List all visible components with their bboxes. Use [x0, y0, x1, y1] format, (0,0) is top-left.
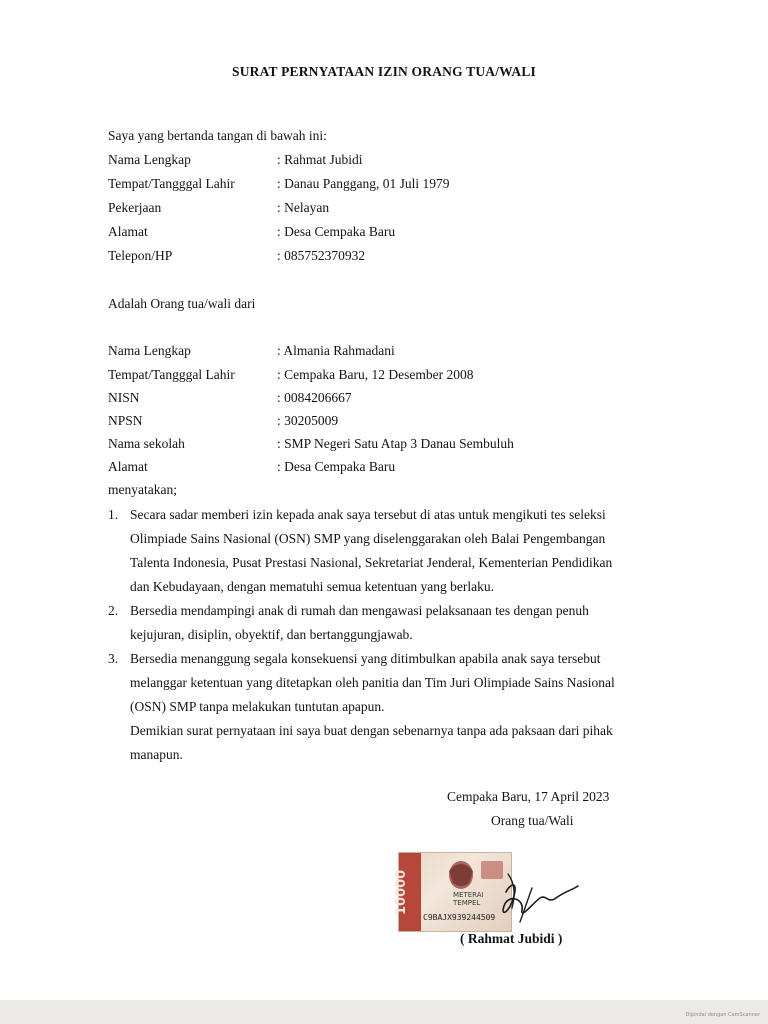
statement-2-line: kejujuran, disiplin, obyektif, dan bertanggungjawab.	[130, 627, 413, 642]
closing-line: Demikian surat pernyataan ini saya buat dengan sebenarnya tanpa ada paksaan dari pihak	[130, 723, 613, 738]
statement-3	[130, 647, 663, 719]
parent-label-address: Alamat	[108, 224, 148, 239]
child-label-address: Alamat	[108, 459, 148, 474]
statement-3-line: Bersedia menanggung segala konsekuensi yang ditimbulkan apabila anak saya tersebut	[130, 651, 601, 666]
statement-2-line: Bersedia mendampingi anak di rumah dan mengawasi pelaksanaan tes dengan penuh	[130, 603, 589, 618]
stamp-value: 10000	[394, 869, 409, 915]
signer-name: ( Rahmat Jubidi )	[460, 931, 563, 946]
statement-1-line: dan Kebudayaan, dengan mematuhi semua ketentuan yang berlaku.	[130, 579, 494, 594]
stamp-label-bottom: TEMPEL	[453, 899, 481, 907]
parent-value-address: : Desa Cempaka Baru	[277, 224, 396, 239]
parent-label-birth: Tempat/Tangggal Lahir	[108, 176, 235, 191]
declare-text: menyatakan;	[108, 482, 177, 497]
parent-label-job: Pekerjaan	[108, 200, 162, 215]
document-title: SURAT PERNYATAAN IZIN ORANG TUA/WALI	[231, 64, 536, 79]
statement-1	[130, 503, 663, 599]
statement-3-number: 3.	[108, 651, 119, 666]
statement-1-line: Olimpiade Sains Nasional (OSN) SMP yang diselenggarakan oleh Balai Pengembangan	[130, 531, 606, 546]
closing-paragraph	[130, 719, 663, 767]
statement-1-line: Talenta Indonesia, Pusat Prestasi Nasional, Sekretariat Jenderal, Kementerian Pendidikan	[130, 555, 613, 570]
child-value-school: : SMP Negeri Satu Atap 3 Danau Sembuluh	[277, 436, 514, 451]
parent-value-job: : Nelayan	[277, 200, 330, 215]
child-value-name: : Almania Rahmadani	[277, 343, 395, 358]
child-value-nisn: : 0084206667	[277, 390, 352, 405]
child-label-school: Nama sekolah	[108, 436, 185, 451]
parent-value-name: : Rahmat Jubidi	[277, 152, 363, 167]
stamp-serial-code: C9BAJX939244509	[423, 913, 496, 922]
handwritten-signature-icon	[448, 862, 608, 942]
statement-1-line: Secara sadar memberi izin kepada anak saya tersebut di atas untuk mengikuti tes seleksi	[130, 507, 606, 522]
closing-line: manapun.	[130, 747, 183, 762]
child-value-address: : Desa Cempaka Baru	[277, 459, 396, 474]
child-label-name: Nama Lengkap	[108, 343, 191, 358]
place-date: Cempaka Baru, 17 April 2023	[447, 789, 610, 804]
statement-3-line: melanggar ketentuan yang ditetapkan oleh panitia dan Tim Juri Olimpiade Sains Nasional	[130, 675, 615, 690]
statement-2-number: 2.	[108, 603, 119, 618]
scanner-watermark: Dipindai dengan CamScanner	[685, 1012, 760, 1018]
parent-value-birth: : Danau Panggang, 01 Juli 1979	[277, 176, 450, 191]
child-intro-text: Adalah Orang tua/wali dari	[108, 296, 256, 311]
signer-role: Orang tua/Wali	[491, 813, 574, 828]
statement-3-line: (OSN) SMP tanpa melakukan tuntutan apapun.	[130, 699, 385, 714]
child-label-npsn: NPSN	[108, 413, 143, 428]
child-value-birth: : Cempaka Baru, 12 Desember 2008	[277, 367, 474, 382]
intro-text: Saya yang bertanda tangan di bawah ini:	[108, 128, 327, 143]
statement-1-number: 1.	[108, 507, 119, 522]
parent-label-phone: Telepon/HP	[108, 248, 173, 263]
child-label-birth: Tempat/Tangggal Lahir	[108, 367, 235, 382]
parent-label-name: Nama Lengkap	[108, 152, 191, 167]
stamp-label-top: METERAI	[453, 891, 484, 899]
child-label-nisn: NISN	[108, 390, 140, 405]
child-value-npsn: : 30205009	[277, 413, 339, 428]
parent-value-phone: : 085752370932	[277, 248, 366, 263]
statement-2	[130, 599, 663, 647]
